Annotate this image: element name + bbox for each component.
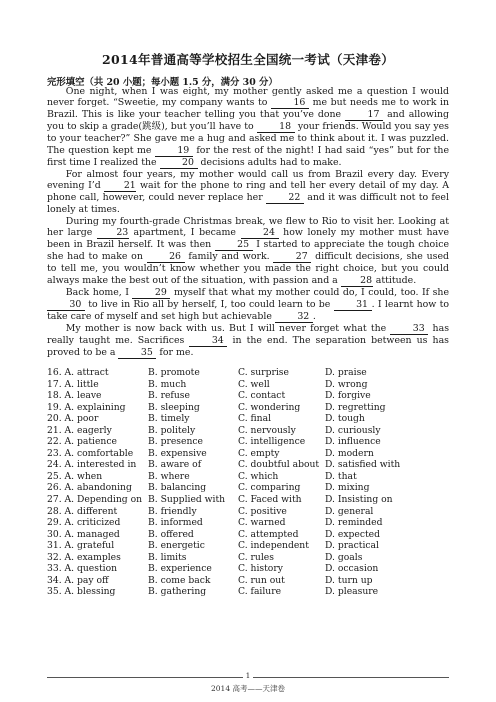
option-a: 26. A. abandoning — [47, 482, 132, 494]
option-b: B. Supplied with — [148, 494, 226, 506]
option-d: D. practical — [325, 540, 379, 552]
option-c: C. well — [238, 378, 270, 390]
option-d: D. regretting — [325, 401, 386, 413]
option-row-28 — [47, 506, 449, 518]
option-d: D. turn up — [325, 574, 373, 586]
option-c: C. run out — [238, 574, 285, 586]
passage-text: I started to appreciate the tough choice she had to make on — [47, 239, 449, 263]
option-c: C. wondering — [238, 401, 301, 413]
footer-caption: 2014 高考——天津卷 — [211, 684, 285, 693]
option-d: D. wrong — [325, 378, 368, 390]
passage-text: in the end. The separation between us has proved to be a — [47, 334, 449, 358]
option-a: 28. A. different — [47, 505, 118, 517]
option-b: B. gathering — [148, 586, 207, 598]
option-c: C. warned — [238, 517, 286, 529]
option-b: B. come back — [148, 574, 211, 586]
option-b: B. sleeping — [148, 401, 200, 413]
option-b: B. experience — [148, 563, 212, 575]
blank-27: 27 — [273, 252, 311, 263]
option-row-29 — [47, 517, 449, 529]
passage-text: and it was difficult not to feel lonely at times. — [47, 192, 449, 216]
option-a: 16. A. attract — [47, 367, 109, 378]
option-a: 35. A. blessing — [47, 586, 116, 598]
option-row-34 — [47, 575, 449, 587]
blank-32: 32 — [275, 312, 313, 323]
blank-17: 17 — [345, 110, 383, 121]
page-number-text: 1 — [243, 672, 253, 680]
passage-text: myself that what my mother could do, I could, too. If she — [170, 286, 450, 298]
option-c: C. failure — [238, 586, 282, 598]
answer-options — [47, 367, 449, 598]
passage-text: Back home, I — [65, 286, 133, 298]
option-c: C. rules — [238, 551, 274, 563]
option-c: C. Faced with — [238, 494, 302, 506]
option-d: D. tough — [325, 413, 365, 425]
paragraph-3 — [47, 216, 449, 287]
option-d: D. pleasure — [325, 586, 379, 598]
passage-text: For almost four years, my mother would call us from Brazil every day. Every evening I’d — [47, 168, 449, 192]
option-a: 22. A. patience — [47, 436, 117, 448]
option-row-16 — [47, 367, 449, 379]
passage-text: me but needs me to work in Brazil. This is like your teacher telling you that you’ve done — [47, 97, 449, 121]
option-a: 27. A. Depending on — [47, 494, 143, 506]
option-d: D. reminded — [325, 517, 383, 529]
option-c: C. final — [238, 413, 272, 425]
option-row-31 — [47, 540, 449, 552]
option-b: B. refuse — [148, 390, 190, 402]
paragraph-5 — [47, 323, 449, 359]
paragraph-1 — [47, 86, 449, 169]
passage-text: My mother is now back with us. But I will never forget what the — [65, 322, 391, 334]
option-row-22 — [47, 436, 449, 448]
blank-23: 23 — [97, 228, 129, 239]
option-row-35 — [47, 586, 449, 598]
section-heading: 完形填空（共 20 小题；每小题 1.5 分，满分 30 分） — [47, 77, 278, 88]
blank-18: 18 — [257, 122, 295, 133]
option-a: 29. A. criticized — [47, 517, 121, 529]
option-c: C. empty — [238, 447, 280, 459]
blank-25: 25 — [215, 240, 253, 251]
passage-text: wait for the phone to ring and tell her every detail of my day. A phone call, however, could never replace her — [47, 180, 449, 204]
exam-title: 2014年普通高等学校招生全国统一考试（天津卷） — [102, 52, 394, 67]
option-a: 25. A. when — [47, 470, 103, 482]
option-a: 20. A. poor — [47, 413, 99, 425]
option-d: D. curiously — [325, 424, 381, 436]
option-b: B. where — [148, 470, 190, 482]
passage-text: One night, when I was eight, my mother gently asked me a question I would never forget. “Sweetie, my company wants to — [47, 86, 449, 109]
blank-26: 26 — [147, 252, 185, 263]
passage-text: . — [312, 310, 316, 322]
passage-text: how lonely my mother must have been in Brazil herself. It was then — [47, 227, 449, 251]
passage-text: decisions adults had to make. — [197, 156, 342, 168]
option-d: D. praise — [325, 367, 367, 378]
option-a: 34. A. pay off — [47, 574, 109, 586]
blank-29: 29 — [132, 288, 170, 299]
option-b: B. promote — [148, 367, 200, 378]
option-row-32 — [47, 552, 449, 564]
passage-text: and allowing you to skip a grade(跳级), but you’ll have to — [47, 109, 449, 133]
option-d: D. satisfied with — [325, 459, 401, 471]
option-a: 19. A. explaining — [47, 401, 126, 413]
passage-text: . I learnt how to take care of myself and set high but achievable — [47, 298, 449, 322]
passage-text: apartment, I became — [128, 227, 241, 239]
option-d: D. expected — [325, 528, 380, 540]
option-d: D. forgive — [325, 390, 371, 402]
option-d: D. mixing — [325, 482, 370, 494]
option-c: C. doubtful about — [238, 459, 320, 471]
passage-text: family and work. — [184, 251, 274, 263]
blank-19: 19 — [155, 146, 193, 157]
option-a: 21. A. eagerly — [47, 424, 112, 436]
option-row-30 — [47, 529, 449, 541]
option-b: B. energetic — [148, 540, 205, 552]
blank-24: 24 — [241, 228, 279, 239]
option-row-24 — [47, 459, 449, 471]
option-a: 23. A. comfortable — [47, 447, 134, 459]
passage-text: During my fourth-grade Christmas break, we flew to Rio to visit her. Looking at her large — [47, 215, 449, 239]
blank-16: 16 — [271, 98, 309, 109]
option-row-26 — [47, 482, 449, 494]
option-a: 33. A. question — [47, 563, 118, 575]
option-b: B. much — [148, 378, 187, 390]
option-c: C. surprise — [238, 367, 289, 378]
option-row-17 — [47, 379, 449, 391]
blank-31: 31 — [334, 300, 372, 311]
blank-21: 21 — [104, 181, 136, 192]
option-d: D. occasion — [325, 563, 379, 575]
option-a: 17. A. little — [47, 378, 99, 390]
option-row-21 — [47, 425, 449, 437]
option-c: C. contact — [238, 390, 286, 402]
option-d: D. general — [325, 505, 374, 517]
option-b: B. presence — [148, 436, 203, 448]
blank-33: 33 — [390, 324, 428, 335]
option-a: 18. A. leave — [47, 390, 102, 402]
option-row-27 — [47, 494, 449, 506]
passage-text: difficult decisions, she used to tell me, you wouldn’t know whether you made the right choice, but you could always make the best out of the situation, with passion and a — [47, 251, 450, 286]
option-row-25 — [47, 471, 449, 483]
blank-22: 22 — [266, 193, 304, 204]
option-c: C. nervously — [238, 424, 296, 436]
option-d: D. goals — [325, 551, 363, 563]
option-a: 32. A. examples — [47, 551, 121, 563]
page-number — [0, 672, 496, 680]
option-row-23 — [47, 448, 449, 460]
option-a: 31. A. grateful — [47, 540, 115, 552]
option-b: B. expensive — [148, 447, 207, 459]
paragraph-4 — [47, 287, 449, 323]
blank-35: 35 — [118, 348, 156, 359]
option-d: D. modern — [325, 447, 374, 459]
passage-text: attitude. — [372, 274, 417, 286]
option-c: C. attempted — [238, 528, 299, 540]
option-a: 24. A. interested in — [47, 459, 137, 471]
blank-28: 28 — [341, 276, 373, 287]
paragraph-2 — [47, 169, 449, 216]
option-row-33 — [47, 563, 449, 575]
passage-text: to live in Rio all by herself, I, too could learn to be — [85, 298, 334, 310]
option-b: B. limits — [148, 551, 187, 563]
option-row-19 — [47, 402, 449, 414]
cloze-passage — [47, 86, 449, 359]
option-c: C. which — [238, 470, 279, 482]
option-d: D. Insisting on — [325, 494, 393, 506]
option-b: B. informed — [148, 517, 203, 529]
blank-30: 30 — [47, 300, 85, 311]
option-b: B. timely — [148, 413, 190, 425]
blank-20: 20 — [160, 158, 198, 169]
passage-text: for the rest of the night! I had said “yes” but for the first time I realized the — [47, 144, 449, 168]
option-row-20 — [47, 413, 449, 425]
option-c: C. history — [238, 563, 283, 575]
option-b: B. friendly — [148, 505, 197, 517]
passage-text: your friends. Would you say yes to your teacher?” She gave me a hug and asked me to think about it. I was puzzled. The question kept me — [47, 121, 449, 156]
passage-text: for me. — [156, 346, 194, 358]
option-c: C. independent — [238, 540, 309, 552]
option-b: B. balancing — [148, 482, 207, 494]
option-b: B. offered — [148, 528, 194, 540]
passage-text: has really taught me. Sacrifices — [47, 322, 449, 346]
blank-34: 34 — [189, 336, 227, 347]
option-a: 30. A. managed — [47, 528, 120, 540]
option-c: C. comparing — [238, 482, 301, 494]
option-d: D. that — [325, 470, 357, 482]
option-row-18 — [47, 390, 449, 402]
option-c: C. positive — [238, 505, 287, 517]
option-b: B. aware of — [148, 459, 202, 471]
option-b: B. politely — [148, 424, 196, 436]
option-c: C. intelligence — [238, 436, 306, 448]
option-d: D. influence — [325, 436, 381, 448]
